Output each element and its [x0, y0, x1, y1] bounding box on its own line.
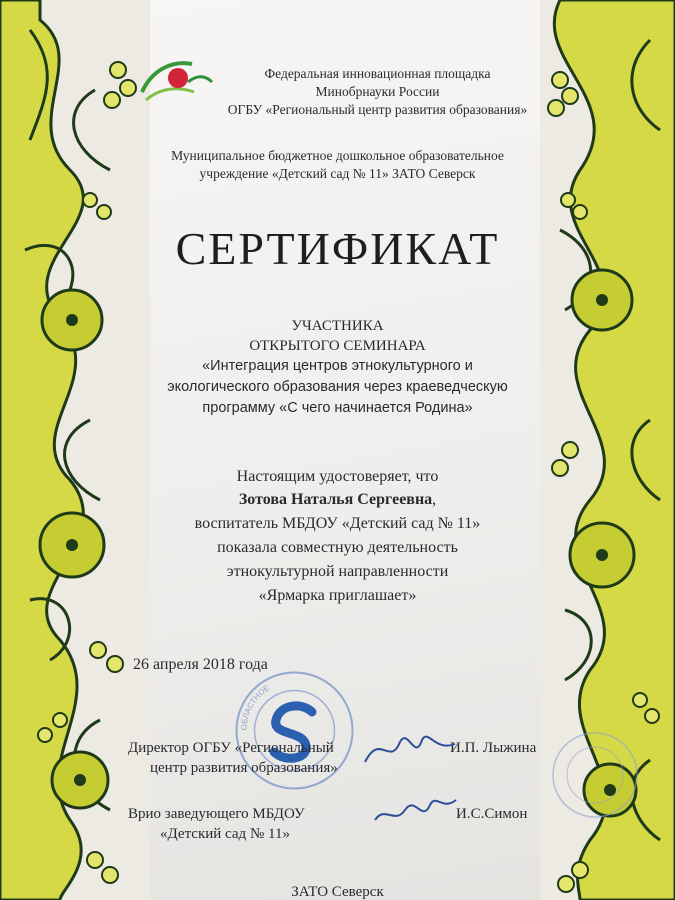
head-title-line-1: Врио заведующего МБДОУ — [128, 806, 305, 822]
head-signature — [370, 785, 460, 835]
recipient-name-suffix: , — [432, 491, 437, 508]
body-line-4: показала совместную деятельность — [217, 539, 458, 556]
event-name: «Ярмарка приглашает» — [258, 587, 417, 604]
stamp-ring-text-1: ОБЛАСТНОЕ — [239, 683, 272, 731]
header-line-1: Федеральная инновационная площадка — [264, 66, 491, 81]
seminar-title-line-3: программу «С чего начинается Родина» — [202, 400, 473, 416]
institution-line-1: Муниципальное бюджетное дошкольное образовательное — [171, 148, 504, 163]
seminar-title-line-1: «Интеграция центров этнокультурного и — [202, 358, 473, 374]
certificate-title: СЕРТИФИКАТ — [175, 223, 500, 274]
body-line-3: воспитатель МБДОУ «Детский сад № 11» — [194, 515, 481, 532]
institution-line-2: учреждение «Детский сад № 11» ЗАТО Северск — [199, 166, 476, 181]
seminar-title-line-2: экологического образования через краеведческую — [167, 379, 508, 395]
secondary-stamp — [540, 730, 650, 820]
header-line-3: ОГБУ «Региональный центр развития образования» — [227, 102, 528, 117]
left-ornamental-border — [0, 0, 150, 900]
participant-line-1: УЧАСТНИКА — [291, 318, 384, 334]
director-title-line-2: центр развития образования» — [150, 760, 338, 776]
recipient-name-line — [0, 491, 675, 509]
participant-line-2: ОТКРЫТОГО СЕМИНАРА — [249, 338, 426, 354]
header-line-2: Минобрнауки России — [315, 84, 440, 99]
footer-city: ЗАТО Северск — [291, 884, 384, 900]
recipient-name: Зотова Наталья Сергеевна — [238, 491, 433, 508]
body-line-1: Настоящим удостоверяет, что — [236, 468, 439, 485]
issue-date: 26 апреля 2018 года — [133, 656, 268, 673]
body-line-5: этнокультурной направленности — [226, 563, 449, 580]
director-name: И.П. Лыжина — [450, 740, 537, 756]
head-name: И.С.Симон — [456, 806, 528, 822]
head-title-line-2: «Детский сад № 11» — [160, 826, 290, 842]
director-title-line-1: Директор ОГБУ «Региональный — [128, 740, 334, 756]
director-signature — [360, 722, 460, 777]
